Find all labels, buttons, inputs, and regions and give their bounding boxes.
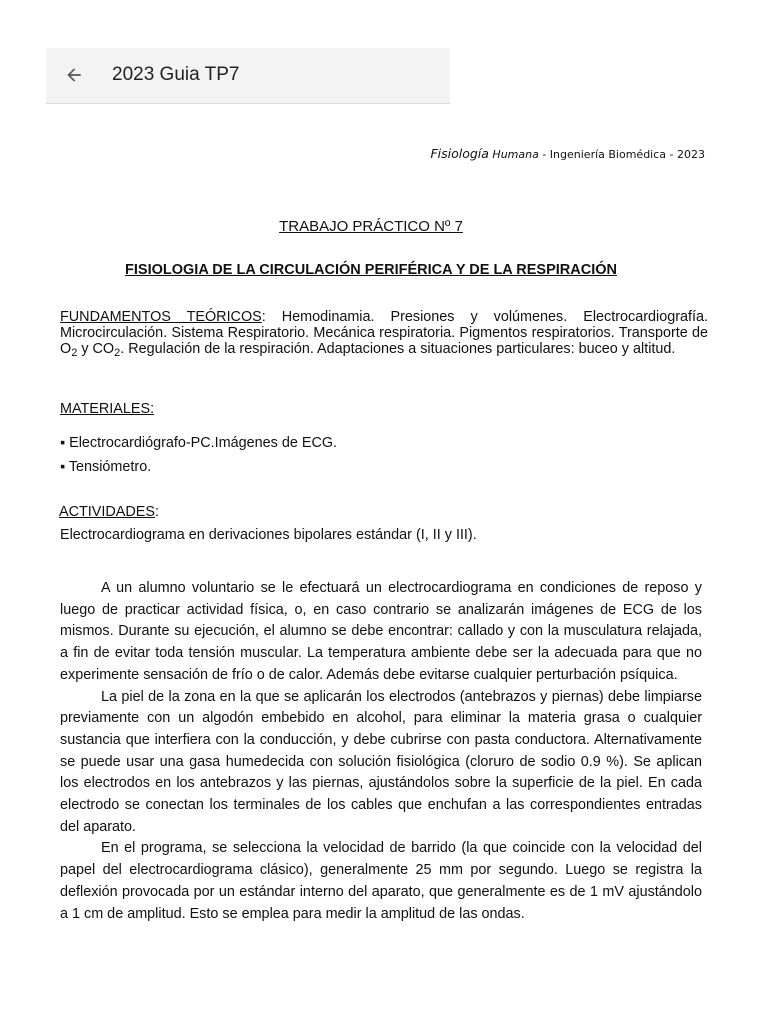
fundamentals-section <box>60 309 708 357</box>
document-toolbar <box>46 48 450 104</box>
header-rest: - Ingeniería Biomédica - 2023 <box>542 148 705 161</box>
running-header <box>430 146 705 161</box>
main-title: FISIOLOGIA DE LA CIRCULACIÓN PERIFÉRICA Y DE LA RESPIRACIÓN <box>125 262 617 278</box>
fundamentals-label: FUNDAMENTOS TEÓRICOS <box>60 309 262 325</box>
fundamentals-text-3: . Regulación de la respiración. Adaptaciones a situaciones particulares: buceo y altitud. <box>120 341 676 357</box>
body-text <box>60 578 702 925</box>
header-subject: Fisiología <box>430 146 489 161</box>
back-button[interactable] <box>60 61 88 89</box>
materials-item: ▪ Tensiómetro. <box>60 459 152 475</box>
header-subject-sub: Humana <box>492 148 539 161</box>
fundamentals-text-2: y CO <box>77 341 115 357</box>
paragraph: En el programa, se selecciona la velocidad de barrido (la que coincide con la velocidad del papel del electrocardiograma clásico), generalmente 25 mm por segundo. Luego se registra la deflexión provocada por un estándar interno del aparato, que generalmente es de 1 mV ajustándolo a 1 cm de amplitud. Esto se emplea para medir la amplitud de las ondas. <box>60 840 702 922</box>
fundamentals-sub-1: 2 <box>71 347 78 359</box>
activities-subtitle: Electrocardiograma en derivaciones bipolares estándar (I, II y III). <box>60 527 477 543</box>
paragraph: A un alumno voluntario se le efectuará un electrocardiograma en condiciones de reposo y luego de practicar actividad física, o, en caso contrario se analizarán imágenes de ECG de los mismos. Durante su ejecución, el alumno se debe encontrar: callado y con la musculatura relajada, a fin de evitar toda tensión muscular. La temperatura ambiente debe ser la adecuada para que no experimente sensación de frío o de calor. Además debe evitarse cualquier perturbación psíquica. <box>60 580 702 683</box>
activities-colon: : <box>154 504 159 520</box>
fundamentals-sub-2: 2 <box>114 347 121 359</box>
arrow-left-icon <box>64 65 84 85</box>
fundamentals-text-1: : Hemodinamia. Presiones y volúmenes. Electrocardiografía. Microcirculación. Sistema Respiratorio. Mecánica respiratoria. Pigmentos respiratorios. Transporte de O <box>60 309 708 357</box>
materials-item: ▪ Electrocardiógrafo-PC.Imágenes de ECG. <box>60 435 338 451</box>
materials-heading: MATERIALES: <box>60 401 155 417</box>
materials-list <box>60 431 708 479</box>
activities-label: ACTIVIDADES <box>59 504 155 520</box>
paragraph: La piel de la zona en la que se aplicarán los electrodos (antebrazos y piernas) debe limpiarse previamente con un algodón embebido en alcohol, para eliminar la materia grasa o cualquier sustancia que interfiera con la conducción, y debe cubrirse con pasta conductora. Alternativamente se puede usar una gasa humedecida con solución fisiológica (cloruro de sodio 0.9 %). Se aplican los electrodos en los antebrazos y las piernas, ajustándolos sobre la superficie de la piel. En cada electrodo se conectan los terminales de los cables que enchufan a las correspondientes entradas del aparato. <box>60 688 702 835</box>
activities-heading <box>59 504 707 520</box>
practical-title: TRABAJO PRÁCTICO Nº 7 <box>279 218 463 235</box>
page-cutoff <box>0 931 768 1024</box>
document-title: 2023 Guia TP7 <box>112 64 240 85</box>
